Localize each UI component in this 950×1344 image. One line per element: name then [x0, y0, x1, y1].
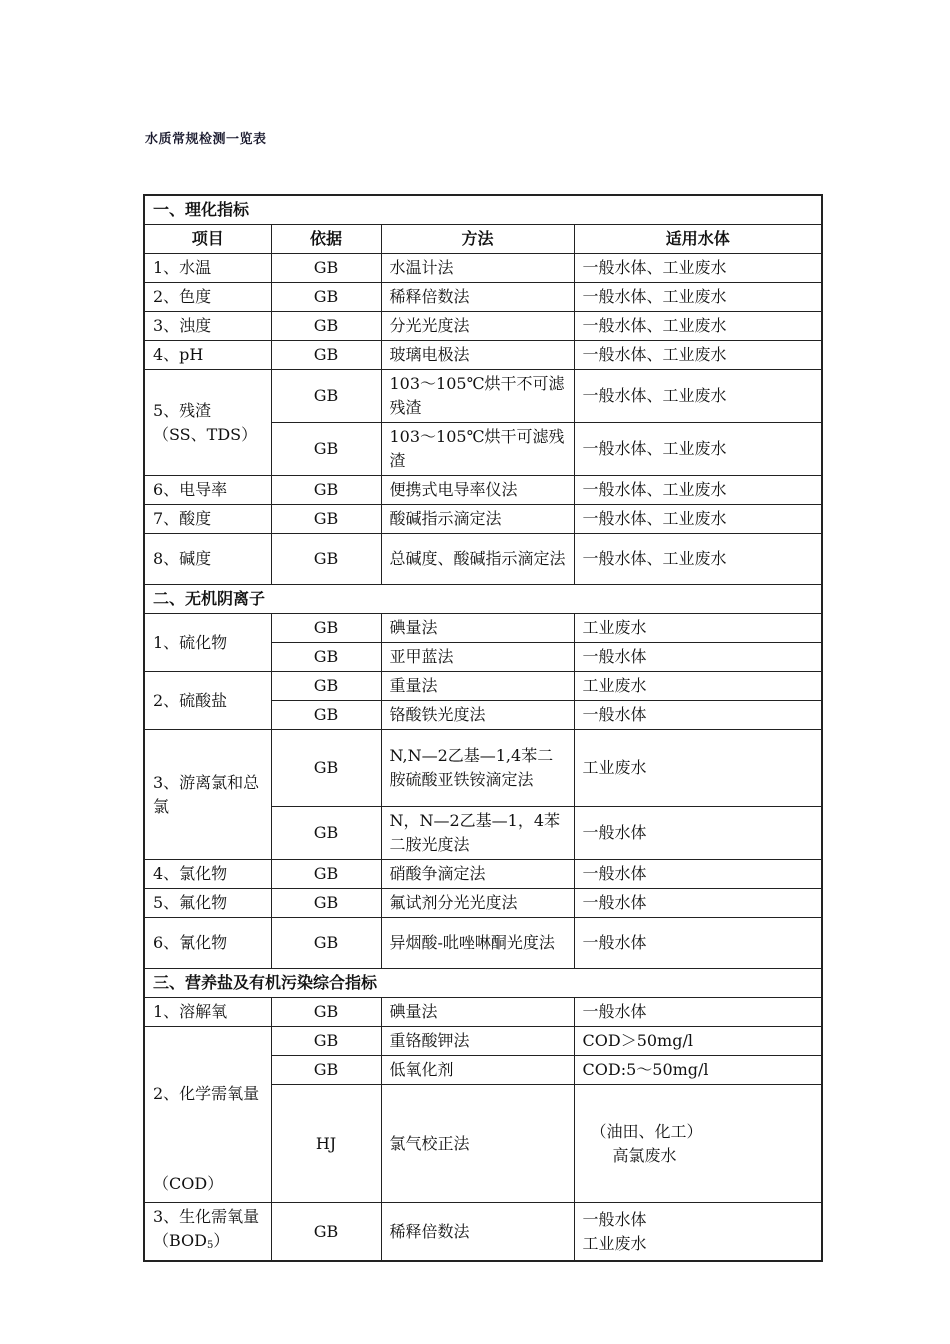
table-row: [144, 476, 822, 505]
scope-cell: COD:5～50mg/l: [574, 1056, 822, 1085]
method-cell: 氟试剂分光光度法: [381, 889, 574, 918]
scope-line: 工业废水: [582, 1233, 647, 1253]
item-cell: 7、酸度: [144, 505, 271, 534]
method-cell: 103～105℃烘干可滤残渣: [381, 423, 574, 476]
table-row: [144, 370, 822, 423]
section-title: 一、理化指标: [144, 195, 822, 225]
scope-cell: 一般水体: [574, 998, 822, 1027]
item-text: 2、化学需氧量: [153, 1083, 260, 1103]
header-method: 方法: [381, 225, 574, 254]
basis-cell: GB: [271, 423, 381, 476]
method-cell: 异烟酸-吡唑啉酮光度法: [381, 918, 574, 969]
scope-line: 高氯废水: [612, 1145, 677, 1165]
table-row: [144, 534, 822, 585]
item-cell: 5、氟化物: [144, 889, 271, 918]
scope-cell: 一般水体: [574, 918, 822, 969]
basis-cell: GB: [271, 807, 381, 860]
method-cell: 玻璃电极法: [381, 341, 574, 370]
item-cell: [144, 1203, 271, 1262]
header-row: [144, 225, 822, 254]
table-row: [144, 998, 822, 1027]
basis-cell: GB: [271, 1056, 381, 1085]
table-row: [144, 672, 822, 701]
table-row: [144, 730, 822, 807]
basis-cell: GB: [271, 505, 381, 534]
water-quality-table: [143, 194, 823, 1262]
basis-cell: GB: [271, 889, 381, 918]
item-cell: 5、残渣（SS、TDS）: [144, 370, 271, 476]
method-cell: 分光光度法: [381, 312, 574, 341]
method-cell: 稀释倍数法: [381, 1203, 574, 1262]
scope-cell: 一般水体、工业废水: [574, 423, 822, 476]
scope-cell: [574, 1085, 822, 1203]
scope-cell: 一般水体、工业废水: [574, 476, 822, 505]
scope-line: （油田、化工）: [590, 1121, 703, 1141]
item-cell: [144, 1027, 271, 1203]
item-text-extra: （COD）: [153, 1173, 224, 1193]
table-row: [144, 889, 822, 918]
method-cell: 总碱度、酸碱指示滴定法: [381, 534, 574, 585]
basis-cell: GB: [271, 312, 381, 341]
table-row: [144, 254, 822, 283]
scope-cell: 一般水体: [574, 807, 822, 860]
item-text: 3、生化需氧量 （BOD: [153, 1207, 260, 1250]
scope-cell: 一般水体、工业废水: [574, 254, 822, 283]
item-cell: 1、水温: [144, 254, 271, 283]
method-cell: N，N—2乙基—1，4苯二胺光度法: [381, 807, 574, 860]
scope-cell: 一般水体、工业废水: [574, 341, 822, 370]
table-row: [144, 918, 822, 969]
basis-cell: GB: [271, 254, 381, 283]
method-cell: 碘量法: [381, 998, 574, 1027]
basis-cell: GB: [271, 283, 381, 312]
basis-cell: GB: [271, 341, 381, 370]
table-row: [144, 614, 822, 643]
basis-cell: GB: [271, 998, 381, 1027]
method-cell: N,N—2乙基—1,4苯二胺硫酸亚铁铵滴定法: [381, 730, 574, 807]
method-cell: 碘量法: [381, 614, 574, 643]
basis-cell: GB: [271, 1203, 381, 1262]
item-cell: 2、硫酸盐: [144, 672, 271, 730]
scope-cell: 一般水体: [574, 889, 822, 918]
scope-cell: 一般水体: [574, 701, 822, 730]
basis-cell: GB: [271, 701, 381, 730]
scope-cell: 工业废水: [574, 672, 822, 701]
table-row: [144, 1203, 822, 1262]
section-title: 二、无机阴离子: [144, 585, 822, 614]
basis-cell: GB: [271, 476, 381, 505]
scope-cell: 工业废水: [574, 614, 822, 643]
item-cell: 4、pH: [144, 341, 271, 370]
section-row: [144, 195, 822, 225]
scope-cell: 一般水体、工业废水: [574, 283, 822, 312]
basis-cell: GB: [271, 730, 381, 807]
basis-cell: GB: [271, 643, 381, 672]
scope-cell: [574, 1203, 822, 1262]
basis-cell: GB: [271, 918, 381, 969]
scope-cell: 一般水体: [574, 643, 822, 672]
item-cell: 4、氯化物: [144, 860, 271, 889]
scope-cell: 工业废水: [574, 730, 822, 807]
document-title: 水质常规检测一览表: [145, 132, 267, 147]
method-cell: 重量法: [381, 672, 574, 701]
scope-cell: 一般水体、工业废水: [574, 312, 822, 341]
header-basis: 依据: [271, 225, 381, 254]
section-row: [144, 969, 822, 998]
table-row: [144, 505, 822, 534]
item-cell: 6、电导率: [144, 476, 271, 505]
item-cell: 6、氰化物: [144, 918, 271, 969]
item-cell: 1、溶解氧: [144, 998, 271, 1027]
scope-line: 一般水体: [582, 1209, 647, 1229]
item-cell: 1、硫化物: [144, 614, 271, 672]
scope-cell: 一般水体、工业废水: [574, 505, 822, 534]
header-item: 项目: [144, 225, 271, 254]
method-cell: 酸碱指示滴定法: [381, 505, 574, 534]
method-cell: 稀释倍数法: [381, 283, 574, 312]
scope-cell: 一般水体、工业废水: [574, 370, 822, 423]
item-cell: 2、色度: [144, 283, 271, 312]
basis-cell: GB: [271, 370, 381, 423]
basis-cell: GB: [271, 1027, 381, 1056]
item-cell: 3、游离氯和总氯: [144, 730, 271, 860]
basis-cell: GB: [271, 534, 381, 585]
section-title: 三、营养盐及有机污染综合指标: [144, 969, 822, 998]
basis-cell: GB: [271, 614, 381, 643]
basis-cell: HJ: [271, 1085, 381, 1203]
table-row: [144, 860, 822, 889]
table-row: [144, 1027, 822, 1056]
scope-cell: COD＞50mg/l: [574, 1027, 822, 1056]
method-cell: 铬酸铁光度法: [381, 701, 574, 730]
method-cell: 氯气校正法: [381, 1085, 574, 1203]
method-cell: 硝酸争滴定法: [381, 860, 574, 889]
basis-cell: GB: [271, 860, 381, 889]
scope-cell: 一般水体、工业废水: [574, 534, 822, 585]
table-row: [144, 312, 822, 341]
method-cell: 103～105℃烘干不可滤残渣: [381, 370, 574, 423]
method-cell: 重铬酸钾法: [381, 1027, 574, 1056]
item-text-end: ）: [213, 1231, 230, 1250]
scope-cell: 一般水体: [574, 860, 822, 889]
item-subscript: 5: [207, 1240, 214, 1251]
method-cell: 水温计法: [381, 254, 574, 283]
method-cell: 便携式电导率仪法: [381, 476, 574, 505]
header-scope: 适用水体: [574, 225, 822, 254]
section-row: [144, 585, 822, 614]
method-cell: 低氧化剂: [381, 1056, 574, 1085]
table-row: [144, 341, 822, 370]
item-cell: 3、浊度: [144, 312, 271, 341]
item-cell: 8、碱度: [144, 534, 271, 585]
table-row: [144, 283, 822, 312]
basis-cell: GB: [271, 672, 381, 701]
method-cell: 亚甲蓝法: [381, 643, 574, 672]
